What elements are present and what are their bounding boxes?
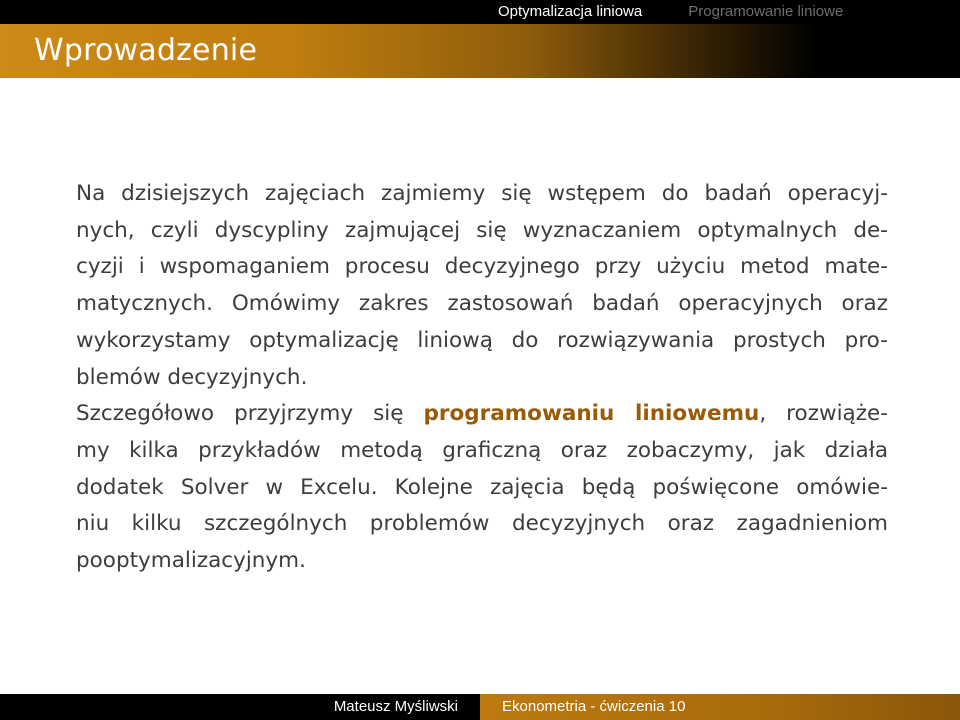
paragraph-1-line-2: nych, czyli dyscypliny zajmującej się wyznaczaniem optymalnych de-	[76, 217, 888, 243]
nav-tab-programowanie-liniowe[interactable]: Programowanie liniowe	[688, 3, 844, 20]
paragraph-1-line-5: wykorzystamy optymalizację liniową do rozwiązywania prostych pro-	[76, 327, 888, 353]
paragraph-2-line-2: my kilka przykładów metodą graficzną oraz zobaczymy, jak działa	[76, 437, 888, 463]
paragraph-2-text-start: Szczegółowo przyjrzymy się	[76, 401, 424, 427]
slide-footer	[0, 694, 960, 720]
nav-right-panel	[480, 0, 960, 24]
paragraph-1-line-4: matycznych. Omówimy zakres zastosowań badań operacyjnych oraz	[76, 291, 888, 317]
paragraph-2-line-5: pooptymalizacyjnym.	[76, 548, 306, 574]
footer-course-panel	[480, 694, 960, 720]
paragraph-1-line-3: cyzji i wspomaganiem procesu decyzyjnego przy użyciu metod mate-	[76, 254, 888, 280]
paragraph-2-line-4: niu kilku szczególnych problemów decyzyjnych oraz zagadnieniom	[76, 511, 888, 537]
paragraph-1-line-6: blemów decyzyjnych.	[76, 364, 308, 390]
paragraph-2-line-1	[76, 396, 888, 433]
footer-author-panel	[0, 694, 480, 720]
paragraph-1-line-1: Na dzisiejszych zajęciach zajmiemy się wstępem do badań operacyj-	[76, 181, 888, 206]
emphasis-programowanie-liniowe: programowaniu liniowemu	[423, 401, 760, 427]
footer-course: Ekonometria - ćwiczenia 10	[502, 698, 686, 715]
slide-body	[76, 176, 888, 580]
paragraph-2-text-end: , rozwiąże-	[759, 401, 888, 427]
nav-left-panel	[0, 0, 480, 24]
nav-tab-optymalizacja-liniowa[interactable]: Optymalizacja liniowa	[498, 3, 643, 20]
section-navigation	[0, 0, 960, 24]
footer-author: Mateusz Myśliwski	[333, 698, 458, 715]
title-bar	[0, 24, 960, 78]
paragraph-2-line-3: dodatek Solver w Excelu. Kolejne zajęcia będą poświęcone omówie-	[76, 474, 888, 500]
slide-title: Wprowadzenie	[34, 33, 258, 68]
